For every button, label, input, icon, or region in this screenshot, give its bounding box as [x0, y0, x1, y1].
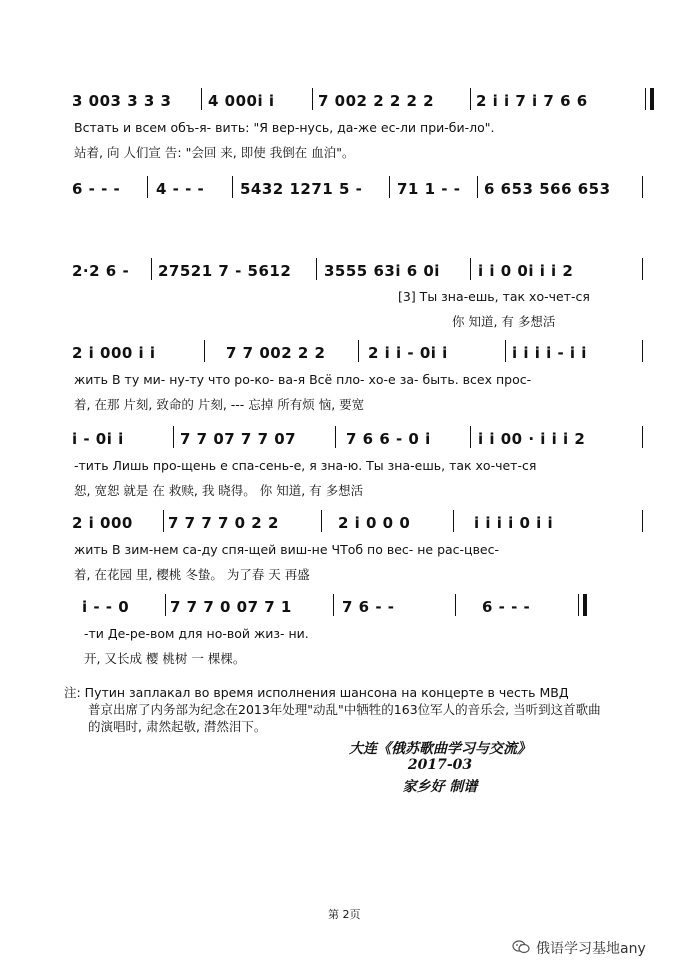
measure-6-2: 7 7 7 7 0 2 2 — [168, 514, 279, 532]
barline — [316, 258, 317, 280]
barline — [470, 88, 471, 110]
measure-7-3: 7 6 - - — [342, 598, 395, 616]
lyric-russian-1: Встать и всем объ-я- вить: "Я вер-нусь, да-же ес-ли при-би-ло". — [74, 120, 495, 135]
signature-line-1: 大连《俄苏歌曲学习与交流》 — [349, 741, 531, 757]
barline — [455, 594, 456, 616]
signature-line-3: 家乡好 制谱 — [402, 779, 478, 795]
barline — [151, 258, 152, 280]
lyric-russian-4: жить В ту ми- ну-ту что ро-ко- ва-я Всё пло- хо-е за- быть. всех прос- — [74, 372, 532, 387]
barline — [389, 176, 390, 198]
lyric-russian-7: -ти Де-ре-вом для но-вой жиз- ни. — [84, 626, 309, 641]
measure-5-3: 7 6 6 - 0 i — [346, 430, 431, 448]
lyric-chinese-6: 着, 在花园 里, 樱桃 冬蛰。 为了春 天 再盛 — [74, 567, 310, 582]
measure-2-4: 71 1 - - — [397, 180, 461, 198]
measure-2-3: 5432 1271 5 - — [240, 180, 363, 198]
measure-2-5: 6 653 566 653 — [484, 180, 611, 198]
barline — [201, 88, 202, 110]
barline — [642, 510, 643, 532]
measure-4-1: 2 i 000 i i — [72, 344, 156, 362]
lyric-chinese-4: 着, 在那 片刻, 致命的 片刻, --- 忘掉 所有烦 恼, 要宽 — [74, 397, 365, 412]
barline — [321, 510, 322, 532]
measure-7-1: i - - 0 — [82, 598, 130, 616]
barline — [470, 258, 471, 280]
measure-2-1: 6 - - - — [72, 180, 121, 198]
barline — [232, 176, 233, 198]
barline — [578, 594, 579, 616]
barline — [642, 426, 643, 448]
lyric-russian-5: -тить Лишь про-щень е спа-сень-е, я зна-ю. Ты зна-ешь, так хо-чет-ся — [74, 458, 537, 473]
measure-1-4: 2 i i 7 i 7 6 6 — [476, 92, 588, 110]
measure-6-1: 2 i 000 — [72, 514, 133, 532]
barline — [505, 340, 506, 362]
barline — [335, 426, 336, 448]
barline — [147, 176, 148, 198]
watermark-text: 俄语学习基地any — [536, 941, 646, 957]
final-barline — [583, 594, 587, 616]
measure-5-4: i i 00 · i i i 2 — [478, 430, 586, 448]
measure-3-3: 3555 63i 6 0i — [324, 262, 440, 280]
double-barline — [650, 88, 654, 110]
measure-3-4: i i 0 0i i i 2 — [478, 262, 574, 280]
lyric-russian-3: [3] Ты зна-ешь, так хо-чет-ся — [398, 289, 590, 304]
measure-5-1: i - 0i i — [72, 430, 124, 448]
barline — [312, 88, 313, 110]
page-number: 第 2页 — [328, 908, 361, 921]
barline — [163, 510, 164, 532]
measure-4-2: 7 7 002 2 2 — [226, 344, 326, 362]
measure-7-2: 7 7 7 0 07 7 1 — [170, 598, 292, 616]
lyric-russian-6: жить В зим-нем са-ду спя-щей виш-не ЧТоб по вес- не рас-цвес- — [74, 542, 500, 557]
measure-1-3: 7 002 2 2 2 2 — [318, 92, 435, 110]
barline — [477, 176, 478, 198]
barline — [333, 594, 334, 616]
measure-7-4: 6 - - - — [482, 598, 531, 616]
measure-1-2: 4 000i i — [208, 92, 275, 110]
lyric-chinese-7: 开, 又长成 樱 桃树 一 棵棵。 — [84, 651, 246, 666]
signature-line-2: 2017-03 — [407, 757, 473, 773]
measure-3-2: 27521 7 - 5612 — [158, 262, 292, 280]
measure-6-4: i i i i 0 i i — [474, 514, 554, 532]
lyric-chinese-5: 恕, 宽恕 就是 在 救赎, 我 晓得。 你 知道, 有 多想活 — [74, 483, 364, 498]
footnote-line-2: 普京出席了内务部为纪念在2013年处理"动乱"中牺牲的163位军人的音乐会, 当听到这首歌曲 — [88, 702, 601, 717]
measure-3-1: 2·2 6 - — [72, 262, 130, 280]
measure-5-2: 7 7 07 7 7 07 — [180, 430, 297, 448]
measure-2-2: 4 - - - — [156, 180, 205, 198]
lyric-chinese-1: 站着, 向 人们宣 告: "会回 来, 即使 我倒在 血泊"。 — [74, 145, 355, 160]
barline — [645, 88, 646, 110]
lyric-chinese-3: 你 知道, 有 多想活 — [452, 314, 556, 329]
footnote-line-1: 注: Путин заплакал во время исполнения шансона на концерте в честь МВД — [64, 685, 569, 700]
measure-4-4: i i i i - i i — [512, 344, 587, 362]
footnote-line-3: 的演唱时, 肃然起敬, 潸然泪下。 — [88, 719, 267, 734]
barline — [358, 340, 359, 362]
measure-1-1: 3 003 3 3 3 — [72, 92, 172, 110]
measure-4-3: 2 i i - 0i i — [368, 344, 448, 362]
barline — [204, 340, 205, 362]
barline — [642, 176, 643, 198]
barline — [453, 510, 454, 532]
measure-6-3: 2 i 0 0 0 — [338, 514, 411, 532]
barline — [642, 340, 643, 362]
barline — [165, 594, 166, 616]
wechat-icon — [512, 940, 530, 954]
barline — [173, 426, 174, 448]
barline — [642, 258, 643, 280]
barline — [470, 426, 471, 448]
